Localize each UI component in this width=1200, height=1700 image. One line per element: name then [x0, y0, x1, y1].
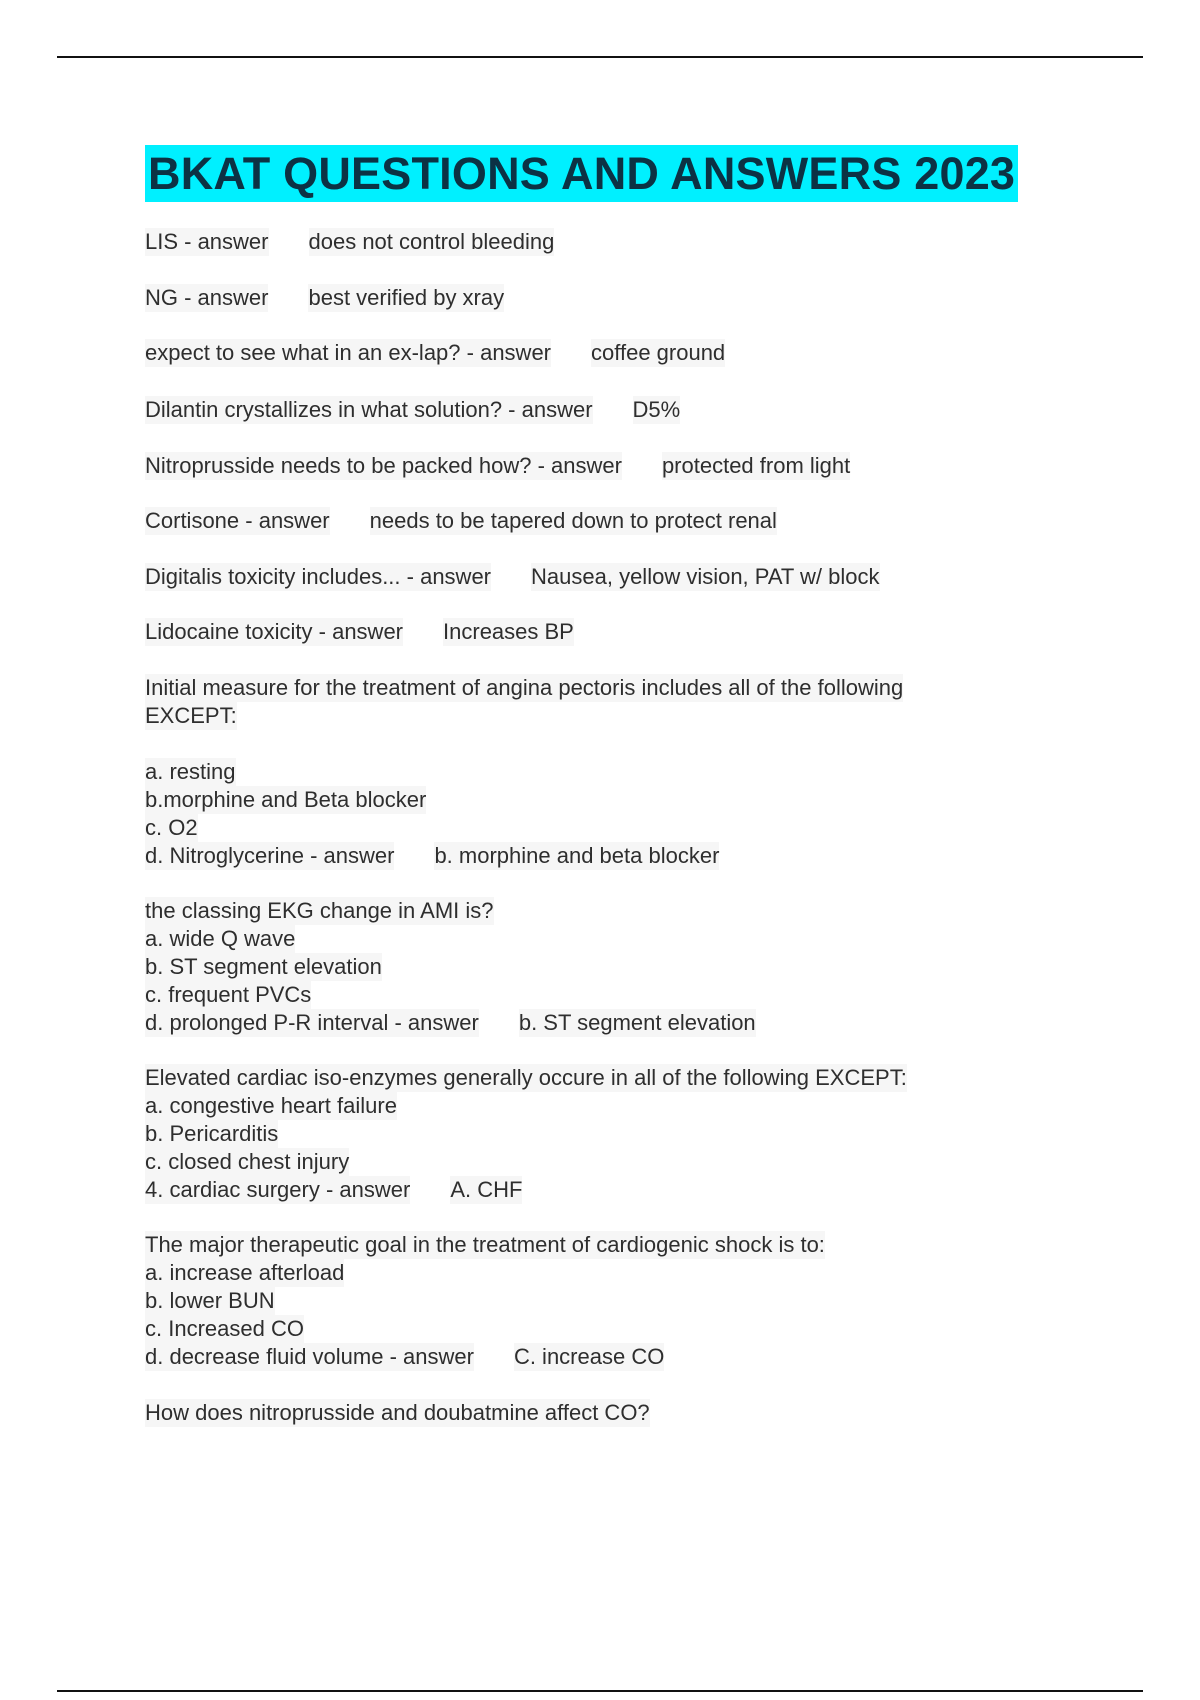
answer-text: Increases BP — [443, 619, 574, 644]
qa-item-angina — [145, 674, 903, 870]
option-text: 4. cardiac surgery - answer — [145, 1177, 411, 1202]
question-text: the classing EKG change in AMI is? — [145, 898, 494, 923]
option-text: c. frequent PVCs — [145, 982, 312, 1007]
top-rule — [57, 56, 1143, 58]
answer-text: b. morphine and beta blocker — [434, 843, 720, 868]
answer-text: D5% — [632, 397, 681, 422]
question-text: EXCEPT: — [145, 703, 237, 728]
qa-item — [145, 228, 554, 256]
qa-item — [145, 284, 504, 312]
question-text: How does nitroprusside and doubatmine affect CO? — [145, 1400, 650, 1425]
option-text: a. wide Q wave — [145, 926, 296, 951]
option-text: b. ST segment elevation — [145, 954, 382, 979]
answer-text: coffee ground — [591, 340, 726, 365]
answer-text: does not control bleeding — [308, 229, 555, 254]
answer-text: A. CHF — [450, 1177, 523, 1202]
question-text: Elevated cardiac iso-enzymes generally occure in all of the following EXCEPT: — [145, 1065, 907, 1090]
question-text: Digitalis toxicity includes... - answer — [145, 564, 492, 589]
qa-item — [145, 618, 574, 646]
option-text: d. prolonged P-R interval - answer — [145, 1010, 479, 1035]
qa-item-last — [145, 1399, 650, 1427]
qa-item — [145, 339, 725, 367]
option-text: a. congestive heart failure — [145, 1093, 397, 1118]
question-text: Nitroprusside needs to be packed how? - answer — [145, 453, 622, 478]
question-text: The major therapeutic goal in the treatment of cardiogenic shock is to: — [145, 1232, 825, 1257]
qa-item-enzymes — [145, 1064, 907, 1204]
option-text: b. Pericarditis — [145, 1121, 279, 1146]
question-text: Dilantin crystallizes in what solution? - answer — [145, 397, 593, 422]
question-text: expect to see what in an ex-lap? - answer — [145, 340, 552, 365]
answer-text: best verified by xray — [308, 285, 505, 310]
option-text: c. Increased CO — [145, 1316, 304, 1341]
question-text: Initial measure for the treatment of angina pectoris includes all of the following — [145, 675, 904, 700]
answer-text: Nausea, yellow vision, PAT w/ block — [531, 564, 880, 589]
question-text: Cortisone - answer — [145, 508, 330, 533]
qa-item-shock — [145, 1231, 825, 1371]
answer-text: needs to be tapered down to protect renal — [369, 508, 777, 533]
answer-text: b. ST segment elevation — [518, 1010, 756, 1035]
option-text: d. Nitroglycerine - answer — [145, 843, 395, 868]
qa-item — [145, 563, 880, 591]
answer-text: C. increase CO — [513, 1344, 665, 1369]
qa-item-ekg — [145, 897, 756, 1037]
answer-text: protected from light — [661, 453, 851, 478]
qa-item — [145, 396, 680, 424]
option-text: a. increase afterload — [145, 1260, 345, 1285]
bottom-rule — [57, 1690, 1143, 1692]
option-text: b.morphine and Beta blocker — [145, 787, 427, 812]
question-text: Lidocaine toxicity - answer — [145, 619, 404, 644]
qa-item — [145, 452, 850, 480]
qa-item — [145, 507, 777, 535]
option-text: c. O2 — [145, 815, 198, 840]
option-text: b. lower BUN — [145, 1288, 275, 1313]
question-text: NG - answer — [145, 285, 269, 310]
option-text: d. decrease fluid volume - answer — [145, 1344, 474, 1369]
option-text: a. resting — [145, 759, 236, 784]
document-title: BKAT QUESTIONS AND ANSWERS 2023 — [145, 145, 1018, 202]
question-text: LIS - answer — [145, 229, 269, 254]
option-text: c. closed chest injury — [145, 1149, 350, 1174]
